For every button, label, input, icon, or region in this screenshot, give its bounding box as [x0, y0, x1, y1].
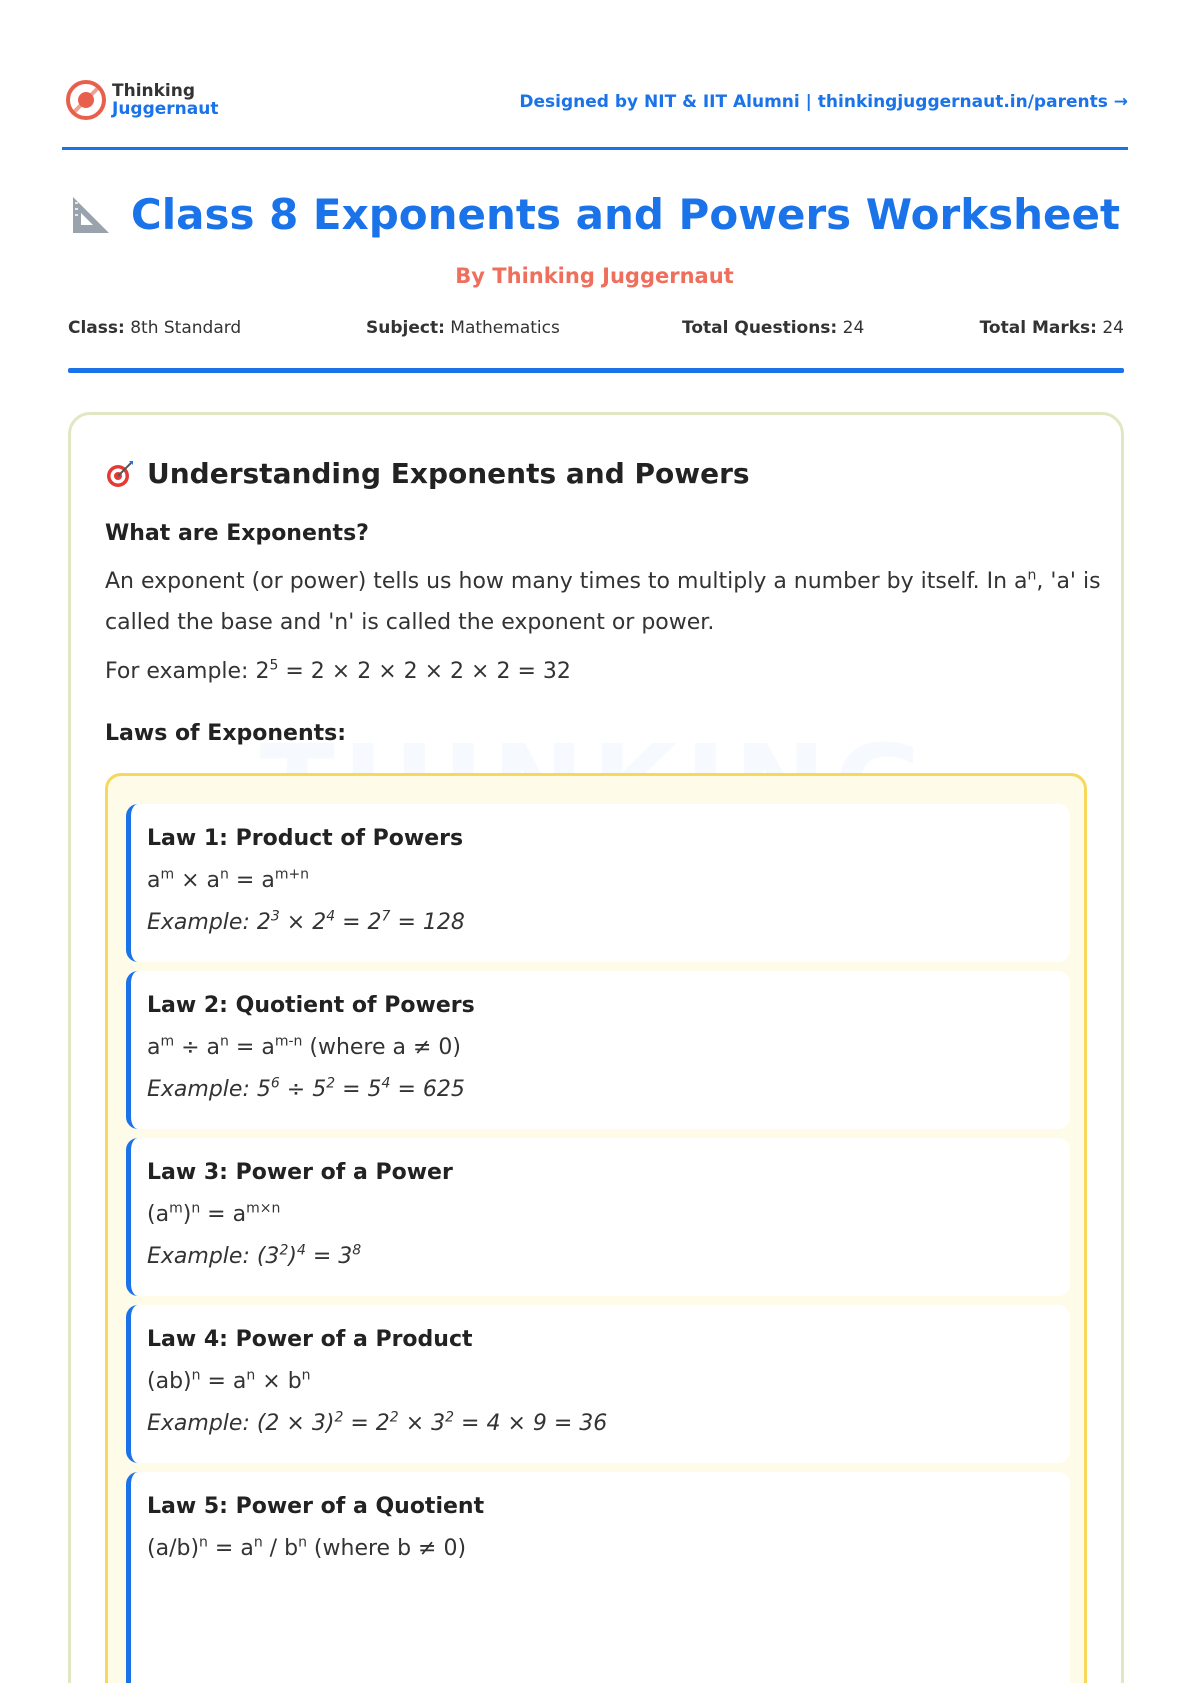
site-header: [62, 76, 1128, 150]
law-card: [126, 971, 1070, 1129]
law-card: [126, 1472, 1070, 1683]
section-heading: Understanding Exponents and Powers: [105, 457, 750, 490]
law-title: Law 4: Power of a Product: [147, 1327, 473, 1352]
law-formula: $a^m \div a^n = a^{m-n}$ (where a ≠ 0): [147, 1033, 461, 1060]
law-example: Example: $5^6 \div 5^2 = 5^4 = 625$: [147, 1075, 465, 1102]
page-title: [69, 190, 1120, 239]
logo-text-line1: Thinking: [112, 81, 196, 101]
meta-class: Class: 8th Standard: [68, 318, 242, 338]
law-example: Example: $(3^2)^4 = 3^8$: [147, 1242, 362, 1269]
law-formula: $(a/b)^n = a^n / b^n$ (where b ≠ 0): [147, 1534, 467, 1561]
meta-questions: Total Questions: 24: [682, 318, 865, 338]
parents-link[interactable]: Designed by NIT & IIT Alumni | thinkingjuggernaut.in/parents →: [519, 92, 1128, 112]
title-row: [0, 190, 1189, 241]
meta-marks: Total Marks: 24: [979, 318, 1124, 338]
law-title: Law 5: Power of a Quotient: [147, 1494, 485, 1519]
divider: [68, 368, 1124, 373]
laws-box: [105, 773, 1087, 1683]
subheading: What are Exponents?: [105, 521, 369, 546]
law-card: [126, 1138, 1070, 1296]
logo-icon: [66, 80, 106, 120]
target-icon: [105, 459, 135, 489]
law-formula: $(a^m)^n = a^{m\times n}$: [147, 1200, 281, 1227]
law-example: Example: $2^3 \times 2^4 = 2^7 = 128$: [147, 908, 465, 935]
example-line: For example: $2^5 = 2 \times 2 \times 2 \times 2 \times 2 = 32$: [105, 657, 571, 684]
definition-paragraph: An exponent (or power) tells us how many times to multiply a number by itself. In $a^n$, 'a' is called the base and 'n' is called the exponent or power.: [105, 567, 1101, 635]
law-title: Law 2: Quotient of Powers: [147, 993, 475, 1018]
law-card: [126, 1305, 1070, 1463]
law-title: Law 3: Power of a Power: [147, 1160, 453, 1185]
logo-text-line2: Juggernaut: [112, 99, 219, 119]
page-title-text: Class 8 Exponents and Powers Worksheet: [130, 190, 1121, 239]
set-square-icon: [69, 193, 113, 237]
law-formula: $(ab)^n = a^n \times b^n$: [147, 1367, 311, 1394]
byline: By Thinking Juggernaut: [455, 264, 734, 288]
laws-heading: Laws of Exponents:: [105, 721, 347, 746]
meta-subject: Subject: Mathematics: [366, 318, 560, 338]
law-card: [126, 804, 1070, 962]
concept-card: [68, 412, 1124, 1683]
law-formula: $a^m \times a^n = a^{m+n}$: [147, 866, 310, 893]
law-example: Example: $(2 \times 3)^2 = 2^2 \times 3^2 = 4 \times 9 = 36$: [147, 1409, 608, 1436]
logo[interactable]: [66, 80, 218, 120]
law-title: Law 1: Product of Powers: [147, 826, 464, 851]
worksheet-meta: [68, 318, 1124, 344]
